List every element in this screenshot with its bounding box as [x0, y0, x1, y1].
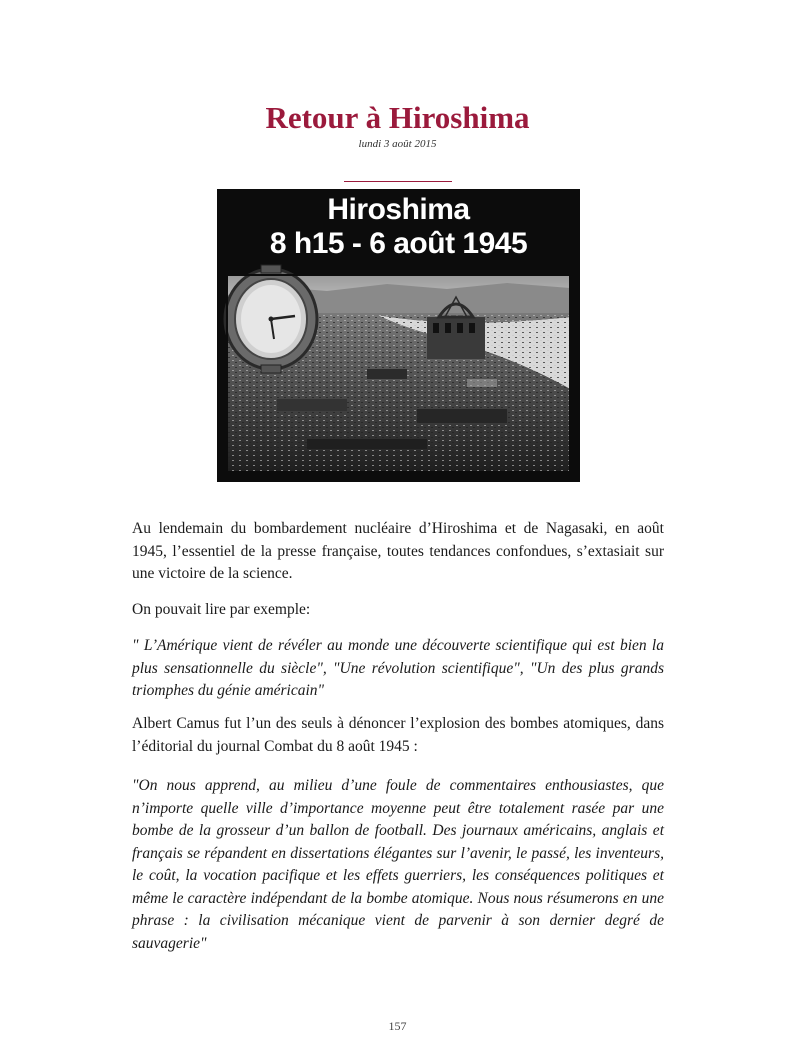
camus-quote: "On nous apprend, au milieu d’une foule de commentaires enthousiastes, que n’importe quelle ville d’importance moyenne peut être totalement rasée par une bombe de la grosseur d’un ballon de football. Des journaux américains, anglais et français se répandent en dissertations élégantes sur l’avenir, le passé, les inventeurs, le coût, la vocation pacifique et les effets guerriers, les conséquences politiques et même le caractère indépendant de la bombe atomique. Nous nous résumerons en une phrase : la civilisation mécanique vient de parvenir à son dernier degré de sauvagerie" [132, 777, 664, 952]
publication-date: lundi 3 août 2015 [358, 138, 437, 150]
photo-caption-time: 8 h15 - 6 août 1945 [269, 227, 528, 260]
example-intro: On pouvait lire par exemple: [132, 601, 311, 618]
photo-caption-title: Hiroshima [327, 193, 470, 226]
page-title: Retour à Hiroshima [265, 100, 530, 135]
press-quote: " L’Amérique vient de révéler au monde une découverte scientifique qui est bien la plus sensationnelle du siècle", "Une révolution scientifique", "Un des plus grands triomphes du génie américain" [132, 637, 664, 699]
title-divider [344, 181, 452, 182]
hiroshima-photo [217, 189, 580, 482]
intro-paragraph: Au lendemain du bombardement nucléaire d’Hiroshima et de Nagasaki, en août 1945, l’essentiel de la presse française, toutes tendances confondues, s’extasiait sur une victoire de la science. [132, 520, 664, 582]
page-number: 157 [388, 1019, 407, 1033]
camus-intro: Albert Camus fut l’un des seuls à dénoncer l’explosion des bombes atomiques, dans l’éditorial du journal Combat du 8 août 1945 : [132, 715, 664, 755]
